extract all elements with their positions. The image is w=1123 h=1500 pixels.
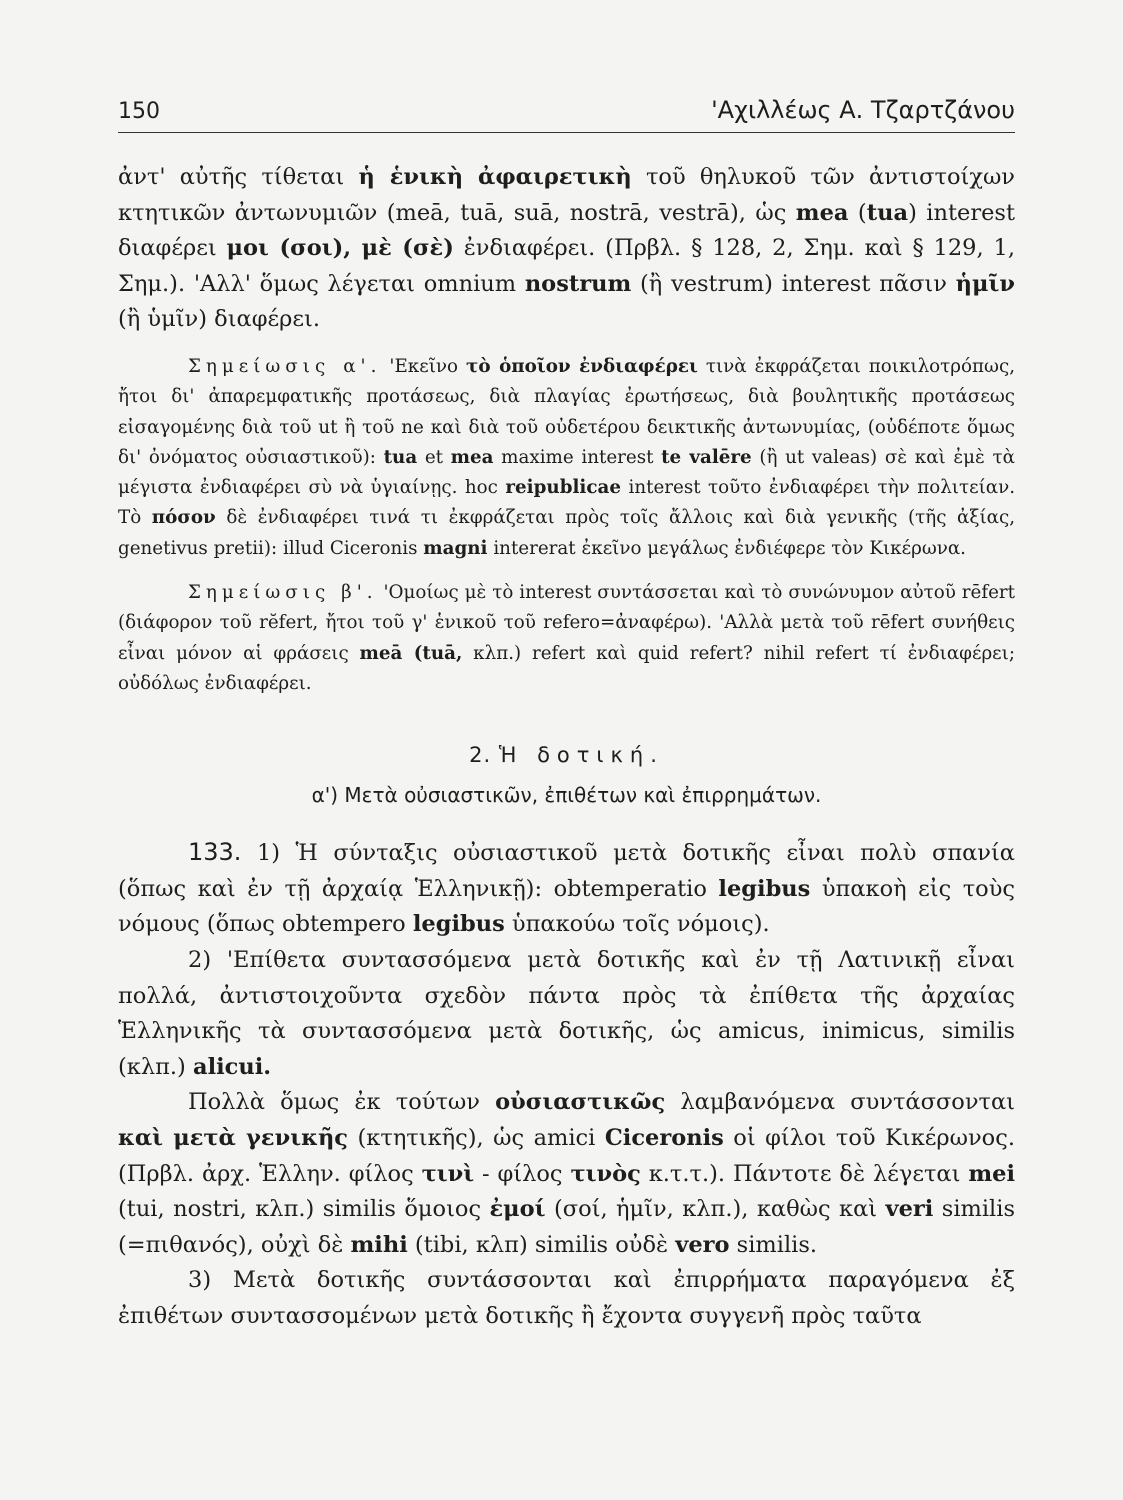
bold-run: mea <box>795 199 849 226</box>
text-run: ὑπακοὴ εἰς τοὺς νόμους (ὅπως obtempero <box>118 875 1016 938</box>
text-run: ( <box>848 199 867 226</box>
text-run: (tui, nostri, κλπ.) similis ὅμοιος <box>118 1196 490 1223</box>
section-title: Ἡ δοτική. <box>498 743 664 768</box>
bold-run: tua <box>866 199 909 226</box>
note-alpha <box>118 352 1015 564</box>
bold-run: καὶ μετὰ γενικῆς <box>118 1124 349 1151</box>
section-subheading: α') Μετὰ οὐσιαστικῶν, ἐπιθέτων καὶ ἐπιρρημάτων. <box>311 783 822 808</box>
text-run: ἀντ' αὐτῆς τίθεται <box>118 164 359 190</box>
bold-run: τινὶ <box>421 1160 475 1187</box>
paragraph-adverbs <box>118 1263 1015 1334</box>
bold-run: μοι (σοι), μὲ (σὲ) <box>226 235 454 262</box>
section-number: 2. <box>469 743 492 768</box>
bold-run: mei <box>968 1160 1016 1187</box>
bold-run: magni <box>423 537 488 559</box>
paragraph-adjectives <box>118 943 1015 1085</box>
bold-run: reipublicae <box>505 477 621 499</box>
bold-run: legibus <box>412 911 505 938</box>
bold-run: nostrum <box>524 270 632 297</box>
text-run: ) interest διαφέρει <box>118 199 1015 262</box>
bold-run: ἐμοί <box>489 1196 546 1223</box>
text-run: δὲ ἐνδιαφέρει τινά τι ἐκφράζεται πρὸς τοῖς ἄλλοις καὶ διὰ γενικῆς (τῆς ἀξίας, genetivus pretii): illud Ciceronis <box>118 507 1016 559</box>
bold-run: ἡμῖν <box>955 270 1015 297</box>
text-run: 'Εκεῖνο <box>381 355 467 377</box>
text-run: Πολλὰ ὅμως ἐκ τούτων <box>188 1089 496 1116</box>
bold-run: mea <box>450 446 494 468</box>
note-beta <box>118 578 1015 699</box>
note-label: Σημείωσις α'. <box>188 355 382 377</box>
paragraph-substantive <box>118 1085 1015 1263</box>
text-run: ὑπακούω τοῖς νόμοις). <box>504 911 770 938</box>
text-run: (ἢ ὑμῖν) διαφέρει. <box>118 306 320 333</box>
bold-run: τὸ ὁποῖον ἐνδιαφέρει <box>466 355 698 377</box>
bold-run: alicui. <box>192 1053 272 1080</box>
paragraph-133 <box>118 835 1015 943</box>
text-run: ἐνδιαφέρει. (Πρβλ. § 128, 2, Σημ. καὶ § 129, 1, Σημ.). 'Αλλ' ὅμως λέγεται omnium <box>118 235 1015 297</box>
text-run: (κτητικῆς), ὡς amici <box>348 1124 605 1151</box>
bold-run: meā (tuā, <box>359 642 463 664</box>
text-run: et <box>417 446 451 468</box>
bold-run: πόσον <box>151 507 216 529</box>
text-run: κ.τ.τ.). Πάντοτε δὲ λέγεται <box>640 1160 969 1187</box>
text-run: maxime interest <box>493 446 662 468</box>
page-body <box>118 160 1015 1335</box>
text-run: (ἢ ut valeas) σὲ καὶ ἐμὲ τὰ μέγιστα ἐνδιαφέρει σὺ νὰ ὑγιαίνῃς. hoc <box>118 446 1015 499</box>
text-run: similis. <box>729 1231 818 1258</box>
bold-run: vero <box>675 1231 730 1258</box>
text-run: (σοί, ἡμῖν, κλπ.), καθὼς καὶ <box>545 1196 886 1223</box>
text-run: (ἢ vestrum) interest πᾶσιν <box>631 270 956 297</box>
page-number: 150 <box>118 99 160 124</box>
bold-run: τινὸς <box>570 1160 641 1187</box>
bold-run: Ciceronis <box>604 1124 724 1151</box>
text-run: οἱ φίλοι τοῦ Κικέρωνος. (Πρβλ. ἀρχ. Ἑλλην. φίλος <box>118 1124 1015 1187</box>
text-run: 2) 'Επίθετα συντασσόμενα μετὰ δοτικῆς καὶ ἐν τῇ Λατινικῇ εἶναι πολλά, ἀντιστοιχοῦντα σχεδὸν πάντα πρὸς τὰ ἐπίθετα τῆς ἀρχαίας Ἑλληνικῆς τὰ συντασσόμενα μετὰ δοτικῆς, ὡς amicus, inimicus, similis (κλπ.) <box>118 947 1015 1080</box>
bold-run: ἡ ἑνικὴ ἀφαιρετικὴ <box>358 164 632 190</box>
page-header <box>118 96 1015 133</box>
section-heading <box>118 743 1015 767</box>
text-run: similis (=πιθανός), οὐχὶ δὲ <box>118 1196 1015 1258</box>
text-run: 1) Ἡ σύνταξις οὐσιαστικοῦ μετὰ δοτικῆς εἶναι πολὺ σπανία (ὅπως καὶ ἐν τῇ ἀρχαίᾳ Ἑλληνικῇ): obtemperatio <box>118 840 1015 902</box>
text-run: λαμβανόμενα συντάσσονται <box>665 1089 1015 1116</box>
text-run: (tibi, κλπ) similis οὐδὲ <box>407 1231 676 1258</box>
note-label: Σημείωσις β'. <box>188 582 378 604</box>
bold-run: οὐσιαστικῶς <box>495 1089 666 1116</box>
bold-run: te valēre <box>661 446 752 468</box>
text-run: κλπ.) refert καὶ quid refert? nihil refert τί ἐνδιαφέρει; οὐδόλως ἐνδιαφέρει. <box>118 642 1015 694</box>
text-run: interest τοῦτο ἐνδιαφέρει τὴν πολιτείαν. Τὸ <box>118 477 1016 529</box>
paragraph-intro <box>118 160 1015 338</box>
bold-run: tua <box>383 446 418 468</box>
text-run: intererat ἐκεῖνο μεγάλως ἐνδιέφερε τὸν Κικέρωνα. <box>487 537 966 559</box>
text-run: τινὰ ἐκφράζεται ποικιλοτρόπως, ἤτοι δι' ἀπαρεμφατικῆς προτάσεως, διὰ πλαγίας ἐρωτήσεως, διὰ βουλητικῆς προτάσεως εἰσαγομένης διὰ τοῦ ut ἢ τοῦ ne καὶ διὰ τοῦ οὐδετέρου δεικτικῆς ἀντωνυμίας, (οὐδέποτε ὅμως δι' ὀνόματος οὐσιαστικοῦ): <box>118 355 1015 468</box>
paragraph-number: 133. <box>188 838 242 867</box>
bold-run: mihi <box>350 1231 408 1258</box>
running-head: 'Αχιλλέως Α. Τζαρτζάνου <box>711 96 1015 124</box>
text-run: τοῦ θηλυκοῦ τῶν ἀντιστοίχων κτητικῶν ἀντωνυμιῶν (meā, tuā, suā, nostrā, vestrā), ὡς <box>118 164 1015 226</box>
bold-run: veri <box>885 1196 934 1223</box>
text-run: - φίλος <box>474 1160 571 1187</box>
bold-run: legibus <box>718 875 811 902</box>
text-run: 3) Μετὰ δοτικῆς συντάσσονται καὶ ἐπιρρήματα παραγόμενα ἐξ ἐπιθέτων συντασσομένων μετὰ δοτικῆς ἢ ἔχοντα συγγενῆ πρὸς ταῦτα <box>118 1267 1015 1329</box>
text-run: 'Ομοίως μὲ τὸ interest συντάσσεται καὶ τὸ συνώνυμον αὐτοῦ rēfert (διάφορον τοῦ rĕfert, ἤτοι τοῦ γ' ἑνικοῦ τοῦ refero=ἀναφέρω). 'Αλλὰ μετὰ τοῦ rēfert συνήθεις εἶναι μόνον αἱ φράσεις <box>118 582 1015 664</box>
